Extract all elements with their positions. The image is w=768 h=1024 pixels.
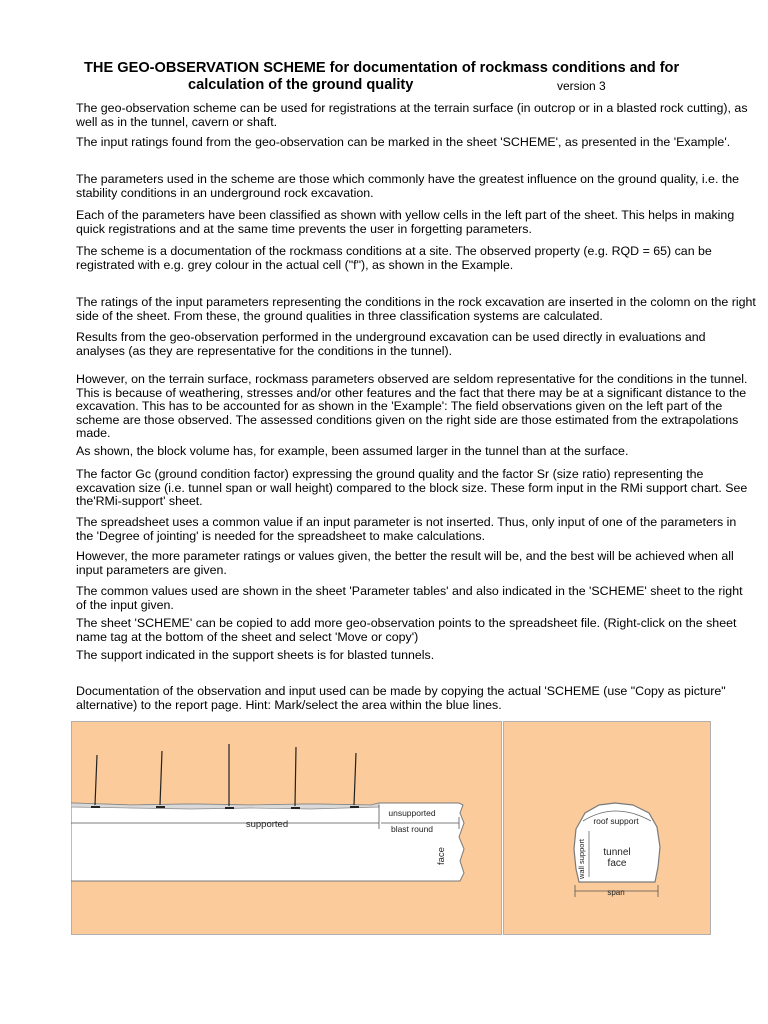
paragraph-15: The support indicated in the support sheets is for blasted tunnels. [76,648,435,662]
wall-support-label: wall support [577,838,586,879]
unsupported-label: unsupported [388,808,436,818]
title-line-2: calculation of the ground quality [188,77,414,93]
paragraph-4: Each of the parameters have been classified as shown with yellow cells in the left part of the sheet. This helps in making quick registrations and at the same time prevents the user in forgetting parameters. [76,208,735,236]
face-label: face [436,847,447,865]
tunnel-cross-section [574,803,660,882]
paragraph-13: The common values used are shown in the sheet 'Parameter tables' and also indicated in the 'SCHEME' sheet to the right of the input given. [76,584,743,612]
paragraph-6: The ratings of the input parameters representing the conditions in the rock excavation are inserted in the colomn on the right side of the sheet. From these, the ground qualities in three classification systems are calculated. [76,295,756,323]
tunnel-figure-svg [71,721,711,935]
paragraph-11: The spreadsheet uses a common value if an input parameter is not inserted. Thus, only input of one of the parameters in the 'Degree of jointing' is needed for the spreadsheet to make calculations. [76,515,737,543]
span-label: span [607,888,625,897]
paragraph-8: However, on the terrain surface, rockmass parameters observed are seldom representative for the conditions in the tunnel. This is because of weathering, stresses and/or other features and the fact that there may be at a significant distance to the excavation. This has to be accounted for as shown in the 'Example': The field observations given on the left part of the scheme are those observed. The assessed conditions given on the right side are those estimated from the extrapolations made. [76,372,748,441]
paragraph-9: As shown, the block volume has, for example, been assumed larger in the tunnel than at the surface. [76,444,629,458]
cross-section-panel [504,722,711,935]
version-label: version 3 [557,79,606,93]
supported-label: supported [245,819,289,830]
paragraph-3: The parameters used in the scheme are those which commonly have the greatest influence on the ground quality, i.e. the stability conditions in an underground rock excavation. [76,172,740,200]
tunnel-label: tunnel [603,847,631,858]
face-label-cross: face [607,858,627,869]
paragraph-1: The geo-observation scheme can be used for registrations at the terrain surface (in outcrop or in a blasted rock cutting), as well as in the tunnel, cavern or shaft. [76,101,748,129]
paragraph-5: The scheme is a documentation of the rockmass conditions at a site. The observed property (e.g. RQD = 65) can be registrated with e.g. grey colour in the actual cell ("f"), as shown in the Example. [76,244,712,272]
blast-round-label: blast round [390,824,434,834]
paragraph-10: The factor Gc (ground condition factor) expressing the ground quality and the factor Sr (size ratio) representing the excavation size (i.e. tunnel span or wall height) compared to the block size. These form input in the RMi support chart. See the'RMi-support' sheet. [76,467,748,509]
long-section-panel [71,722,502,935]
paragraph-7: Results from the geo-observation performed in the underground excavation can be used directly in evaluations and analyses (as they are representative for the conditions in the tunnel). [76,330,706,358]
roof-support-label: roof support [593,816,639,826]
paragraph-14: The sheet 'SCHEME' can be copied to add more geo-observation points to the spreadsheet file. (Right-click on the sheet name tag at the bottom of the sheet and select 'Move or copy') [76,616,737,644]
paragraph-16: Documentation of the observation and input used can be made by copying the actual 'SCHEME (use "Copy as picture" alternative) to the report page. Hint: Mark/select the area within the blue lines. [76,684,726,712]
title-line-1: THE GEO-OBSERVATION SCHEME for documentation of rockmass conditions and for [84,60,680,76]
paragraph-12: However, the more parameter ratings or values given, the better the result will be, and the best will be achieved when all input parameters are given. [76,549,734,577]
tunnel-figure [71,721,711,935]
paragraph-2: The input ratings found from the geo-observation can be marked in the sheet 'SCHEME', as presented in the 'Example'. [76,135,731,149]
